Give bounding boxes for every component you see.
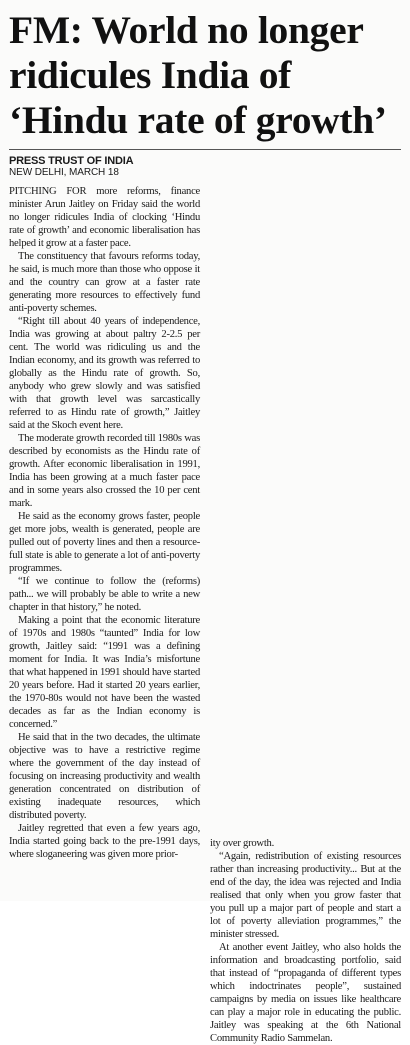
paragraph: Jaitley regretted that even a few years ago, India started going back to the pre-1991 days, where sloganeering was given more prior- (9, 823, 200, 860)
paragraph: The constituency that favours reforms today, he said, is much more than those who oppose it and the country can grow at a faster rate generating more resources to effectively fund anti-poverty schemes. (9, 251, 200, 314)
paragraph: He said that in the two decades, the ultimate objective was to have a restrictive regime where the government of the day instead of focusing on increasing productivity and wealth generation concentrated on distribution of existing inadequate resources, which distributed poverty. (9, 732, 200, 821)
headline-line-2: ridicules India of (9, 53, 292, 97)
headline (9, 8, 401, 143)
paragraph: “Right till about 40 years of independence, India was growing at about paltry 2-2.5 per cent. The world was ridiculing us and the Indian economy, and its growth was referred to globally as the Hindu rate of growth. So, anybody who grew slowly and was satisfied with that growth level was sarcastically referred to as Hindu rate of growth,” Jaitley said at the Skoch event here. (9, 316, 200, 431)
article-body (9, 185, 401, 1045)
paragraph: He said as the economy grows faster, people get more jobs, wealth is generated, people are pulled out of poverty lines and then a resource-full state is able to generate a lot of anti-poverty programmes. (9, 511, 200, 574)
byline: PRESS TRUST OF INDIA (9, 155, 134, 167)
paragraph: The moderate growth recorded till 1980s was described by economists as the Hindu rate of growth. After economic liberalisation in 1991, India has been growing at a much faster pace and in some years also crossed the 10 per cent mark. (9, 433, 200, 509)
paragraph: Making a point that the economic literature of 1970s and 1980s “taunted” India for low growth, Jaitley said: “1991 was a defining moment for India. It was India’s misfortune that what happened in 1991 should have started 20 years before. Had it started 20 years earlier, the 1970-80s would not have been the wasted decades as far as the Indian economy is concerned.” (9, 615, 200, 730)
paragraph: “Again, redistribution of existing resources rather than increasing productivity... But at the end of the day, the idea was rejected and India realised that only when you grow faster that you pull up a major part of people and start a lot of poverty alleviation programmes,” the minister stressed. (210, 851, 401, 940)
article-column-right (210, 185, 401, 1045)
headline-line-3: ‘Hindu rate of growth’ (9, 98, 387, 142)
paragraph: At another event Jaitley, who also holds the information and broadcasting portfolio, said that instead of “propaganda of different types which indoctrinates people”, sustained campaigns by media on issues like healthcare can play a major role in educating the public. Jaitley was speaking at the 6th National Community Radio Sammelan. (210, 942, 401, 1044)
article-column-left (9, 185, 200, 1045)
dateline: NEW DELHI, MARCH 18 (9, 167, 119, 178)
paragraph: PITCHING FOR more reforms, finance minister Arun Jaitley on Friday said the world no longer ridicules India of clocking ‘Hindu rate of growth’ and economic liberalisation has helped it grow at a faster pace. (9, 186, 200, 249)
headline-line-1: FM: World no longer (9, 8, 364, 52)
headline-divider (9, 149, 401, 150)
paragraph: “If we continue to follow the (reforms) path... we will probably be able to write a new chapter in that history,” he noted. (9, 576, 200, 613)
paragraph: ity over growth. (210, 838, 274, 849)
